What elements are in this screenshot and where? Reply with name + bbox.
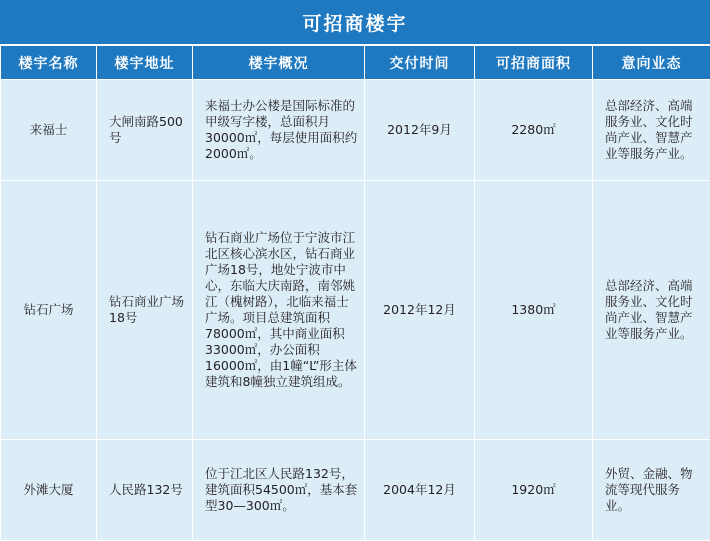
building-name-cell: 来福士: [1, 80, 97, 181]
header-building-name: 楼宇名称: [1, 46, 97, 80]
delivery-time-cell: 2004年12月: [365, 440, 475, 541]
building-name-cell: 钻石广场: [1, 181, 97, 440]
table-row: [1, 181, 710, 440]
building-address-cell: 钻石商业广场18号: [97, 181, 193, 440]
building-address-cell: 大闸南路500号: [97, 80, 193, 181]
page-title: 可招商楼宇: [0, 0, 710, 44]
intended-industry-cell: 总部经济、高端服务业、文化时尚产业、智慧产业等服务产业。: [593, 80, 710, 181]
header-building-overview: 楼宇概况: [193, 46, 365, 80]
intended-industry-cell: 总部经济、高端服务业、文化时尚产业、智慧产业等服务产业。: [593, 181, 710, 440]
header-intended-industry: 意向业态: [593, 46, 710, 80]
available-area-cell: 2280㎡: [475, 80, 593, 181]
available-area-cell: 1920㎡: [475, 440, 593, 541]
delivery-time-cell: 2012年9月: [365, 80, 475, 181]
table-header-row: [1, 46, 710, 80]
intended-industry-cell: 外贸、金融、物流等现代服务业。: [593, 440, 710, 541]
building-overview-cell: 位于江北区人民路132号，建筑面积54500㎡，基本套型30—300㎡。: [193, 440, 365, 541]
table-row: [1, 80, 710, 181]
building-overview-cell: 钻石商业广场位于宁波市江北区核心滨水区，钻石商业广场18号，地处宁波市中心，东临大庆南路，南邻姚江（槐树路），北临来福士广场。项目总建筑面积78000㎡，其中商业面积33000㎡，办公面积16000㎡，由1幢“L”形主体建筑和8幢独立建筑组成。: [193, 181, 365, 440]
header-building-address: 楼宇地址: [97, 46, 193, 80]
building-address-cell: 人民路132号: [97, 440, 193, 541]
building-name-cell: 外滩大厦: [1, 440, 97, 541]
header-available-area: 可招商面积: [475, 46, 593, 80]
delivery-time-cell: 2012年12月: [365, 181, 475, 440]
table-row: [1, 440, 710, 541]
building-overview-cell: 来福士办公楼是国际标准的甲级写字楼，总面积月30000㎡，每层使用面积约2000㎡。: [193, 80, 365, 181]
header-delivery-time: 交付时间: [365, 46, 475, 80]
available-area-cell: 1380㎡: [475, 181, 593, 440]
buildings-table: [0, 45, 710, 541]
